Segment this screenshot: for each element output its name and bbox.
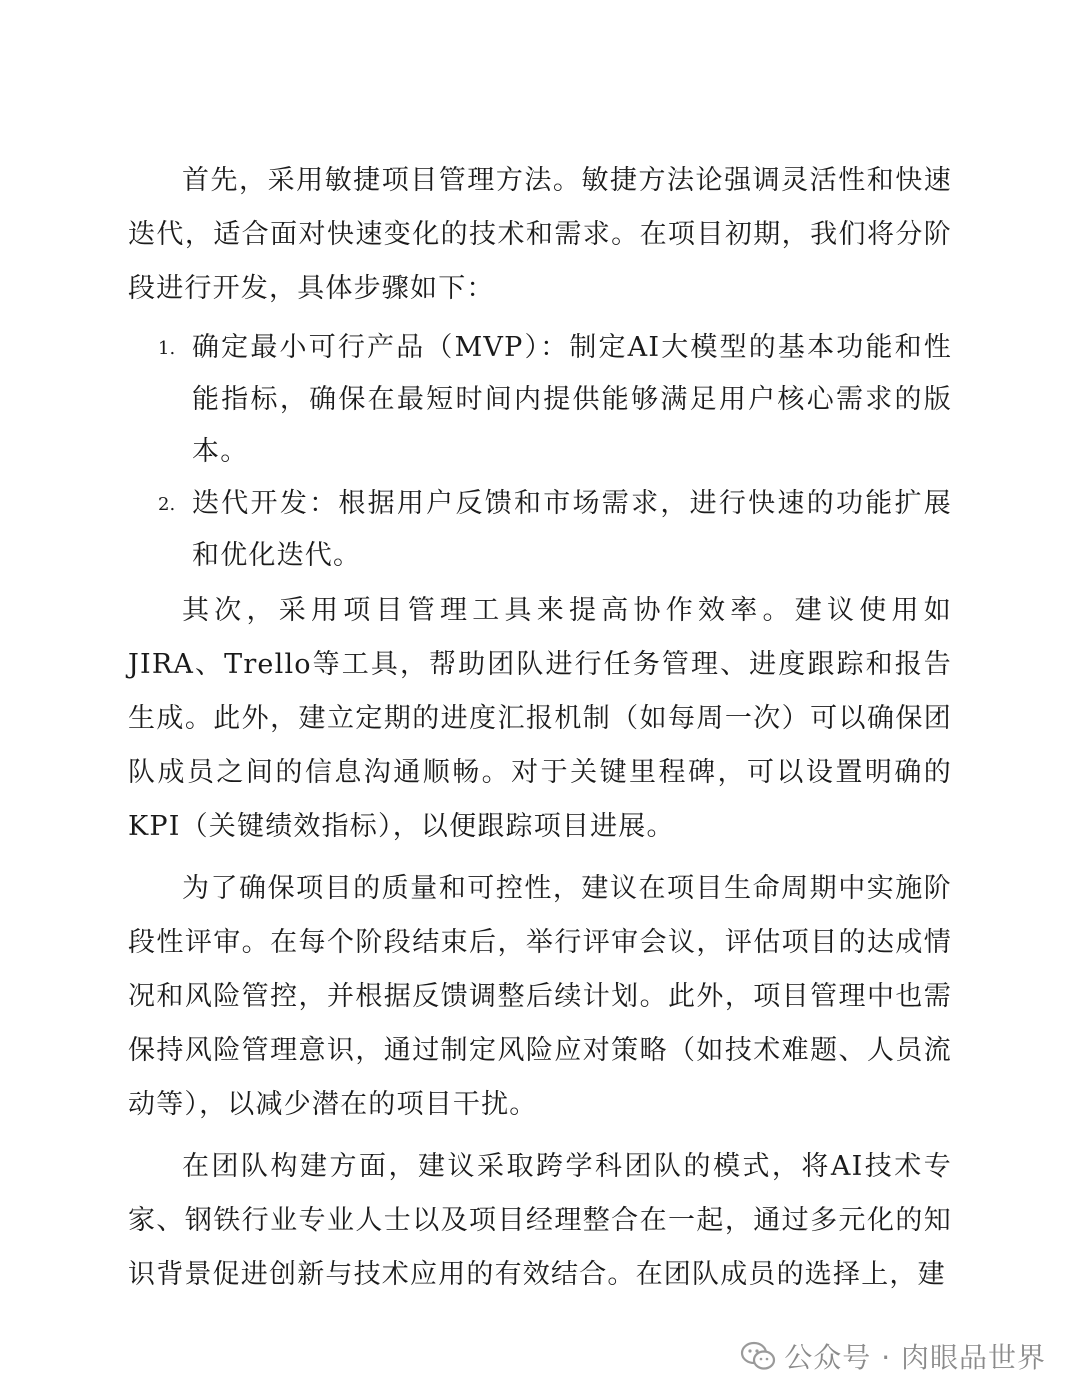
list-item-number: 2. [158,494,176,515]
watermark-label: 公众号 · 肉眼品世界 [784,1341,1046,1374]
steps-list [128,322,952,582]
paragraph-agile-intro: 首先，采用敏捷项目管理方法。敏捷方法论强调灵活性和快速迭代，适合面对快速变化的技术和需求。在项目初期，我们将分阶段进行开发，具体步骤如下： [128,165,952,304]
paragraph-tools: 其次，采用项目管理工具来提高协作效率。建议使用如JIRA、Trello等工具，帮助团队进行任务管理、进度跟踪和报告生成。此外，建立定期的进度汇报机制（如每周一次）可以确保团队成员之间的信息沟通顺畅。对于关键里程碑，可以设置明确的KPI（关键绩效指标），以便跟踪项目进展。 [128,595,952,842]
list-item-text: 确定最小可行产品（MVP）：制定AI大模型的基本功能和性能指标，确保在最短时间内提供能够满足用户核心需求的版本。 [192,332,952,467]
wechat-icon [740,1341,776,1371]
document-body [128,154,952,1302]
list-item [158,478,952,582]
watermark [740,1336,1046,1376]
list-item-text: 迭代开发：根据用户反馈和市场需求，进行快速的功能扩展和优化迭代。 [192,488,952,571]
list-item [158,322,952,478]
paragraph-team: 在团队构建方面，建议采取跨学科团队的模式，将AI技术专家、钢铁行业专业人士以及项目经理整合在一起，通过多元化的知识背景促进创新与技术应用的有效结合。在团队成员的选择上，建 [128,1151,952,1290]
paragraph-review: 为了确保项目的质量和可控性，建议在项目生命周期中实施阶段性评审。在每个阶段结束后，举行评审会议，评估项目的达成情况和风险管控，并根据反馈调整后续计划。此外，项目管理中也需保持风险管理意识，通过制定风险应对策略（如技术难题、人员流动等），以减少潜在的项目干扰。 [128,873,952,1120]
list-item-number: 1. [158,338,176,359]
